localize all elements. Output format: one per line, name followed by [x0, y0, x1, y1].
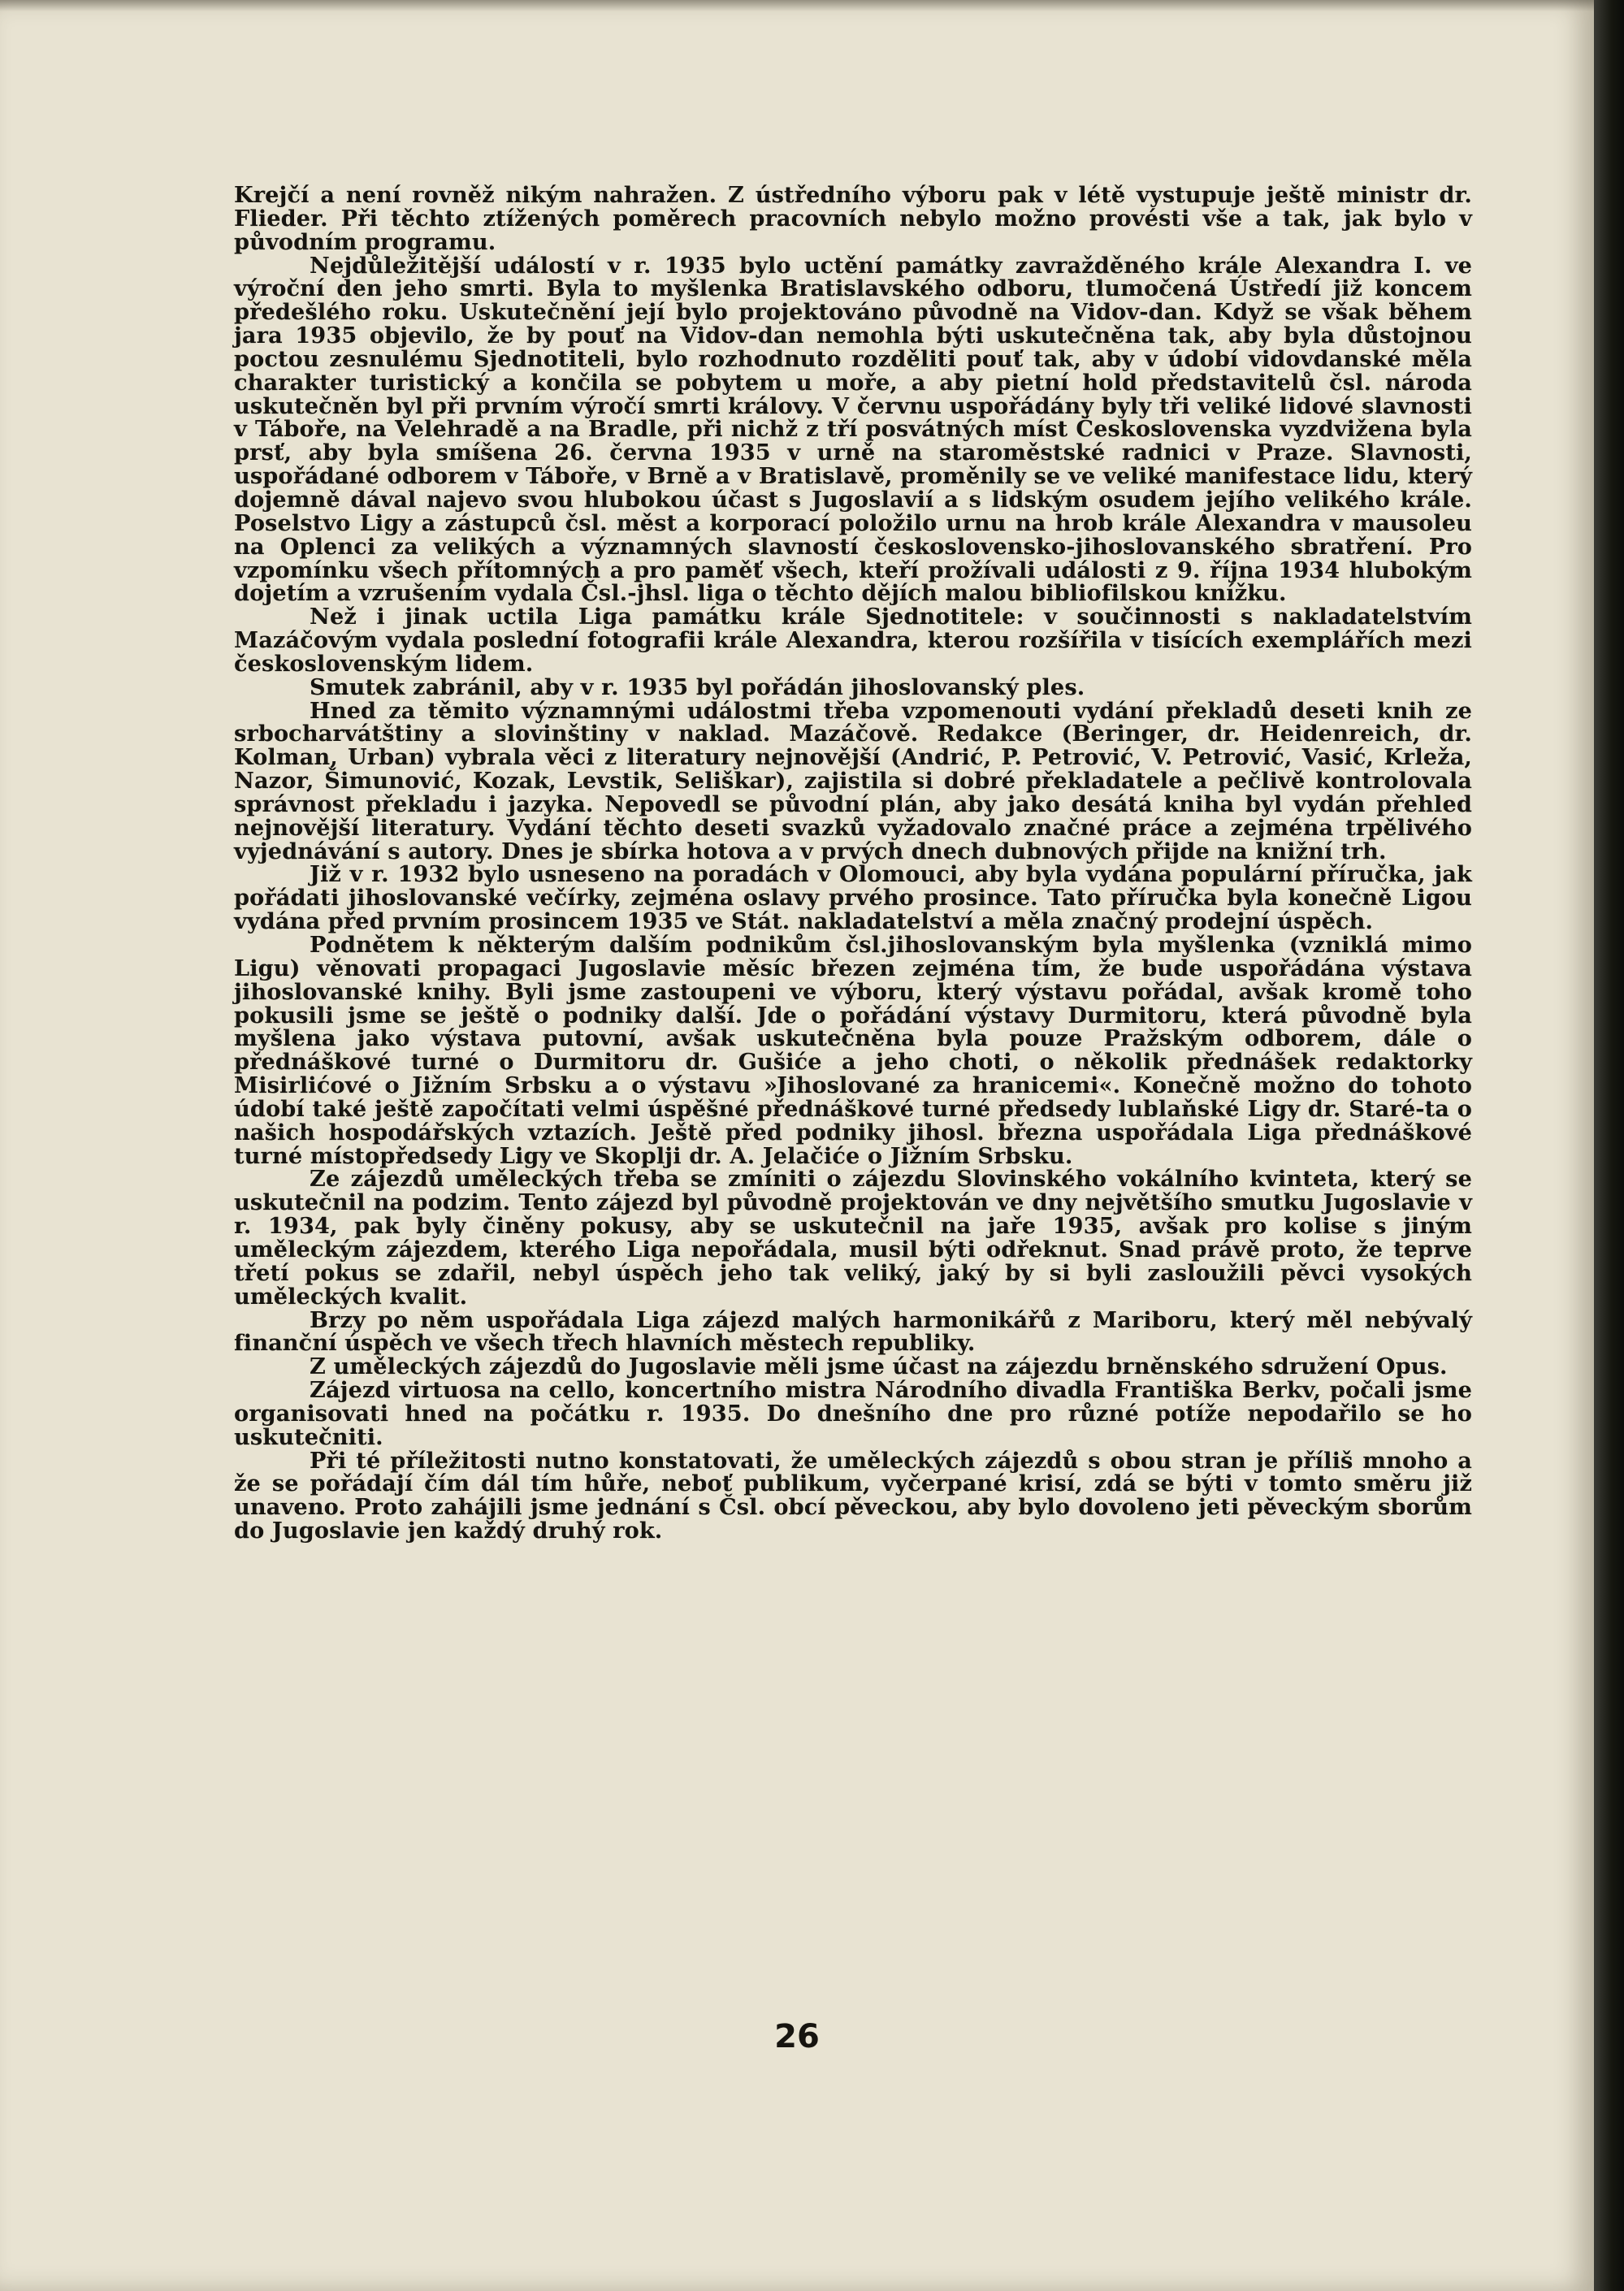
paragraph-9: Brzy po něm uspořádala Liga zájezd malých harmonikářů z Mariboru, který měl nebývalý finanční úspěch ve všech třech hlavních městech republiky. [234, 1306, 1472, 1357]
page-number: 26 [774, 2018, 820, 2055]
paragraph-3: Než i jinak uctila Liga památku krále Sjednotitele: v součinnosti s nakladatelstvím Mazáčovým vydala poslední fotografii krále Alexandra, kterou rozšířila v tisících exemplářích mezi československým lidem. [234, 604, 1472, 677]
paragraph-5: Hned za těmito významnými událostmi třeba vzpomenouti vydání překladů deseti knih ze srbocharvátštiny a slovinštiny v naklad. Mazáčově. Redakce (Beringer, dr. Heidenreich, dr. Kolman, Urban) vybrala věci z literatury nejnovější (Andrić, P. Petrović, V. Petrović, Vasić, Krleža, Nazor, Šimunović, Kozak, Levstik, Seliškar), zajistila si dobré překladatele a pečlivě kontrolovala správnost překladu i jazyka. Nepovedl se původní plán, aby jako desátá kniha byl vydán přehled nejnovější literatury. Vydání těchto deseti svazků vyžadovalo značné práce a zejména trpělivého vyjednávání s autory. Dnes je sbírka hotova a v prvých dnech dubnových přijde na knižní trh. [234, 697, 1472, 864]
paragraph-11: Zájezd virtuosa na cello, koncertního mistra Národního divadla Františka Berkv, počali jsme organisovati hned na počátku r. 1935. Do dnešního dne pro různé potíže nepodařilo se ho uskutečniti. [234, 1377, 1472, 1450]
book-spine-edge [1594, 0, 1624, 2291]
paragraph-1: Krejčí a není rovněž nikým nahražen. Z ústředního výboru pak v létě vystupuje ještě ministr dr. Flieder. Při těchto ztížených poměrech pracovních nebylo možno provésti vše a tak, jak bylo v původním programu. [234, 182, 1472, 255]
paragraph-2: Nejdůležitější událostí v r. 1935 bylo uctění památky zavražděného krále Alexandra I. ve výroční den jeho smrti. Byla to myšlenka Bratislavského odboru, tlumočená Ústředí již koncem předešlého roku. Uskutečnění její bylo projektováno původně na Vidov-dan. Když se však během jara 1935 objevilo, že by pouť na Vidov-dan nemohla býti uskutečněna tak, aby byla důstojnou poctou zesnulému Sjednotiteli, bylo rozhodnuto rozděliti pouť tak, aby v údobí vidovdanské měla charakter turistický a končila se pobytem u moře, a aby pietní hold představitelů čsl. národa uskutečněn byl při prvním výročí smrti královy. V červnu uspořádány byly tři veliké lidové slavnosti v Táboře, na Velehradě a na Bradle, při nichž z tří posvátných míst Československa vyzdvižena byla prsť, aby byla smíšena 26. června 1935 v urně na staroměstské radnici v Praze. Slavnosti, uspořádané odborem v Táboře, v Brně a v Bratislavě, proměnily se ve veliké manifestace lidu, který dojemně dával najevo svou hlubokou účast s Jugoslavií a s lidským osudem jejího velikého krále. Poselstvo Ligy a zástupců čsl. měst a korporací položilo urnu na hrob krále Alexandra v mausoleu na Oplenci za velikých a významných slavností československo-jihoslovanského sbratření. Pro vzpomínku všech přítomných a pro paměť všech, kteří prožívali události z 9. října 1934 hlubokým dojetím a vzrušením vydala Čsl.-jhsl. liga o těchto dějích malou bibliofilskou knížku. [234, 252, 1472, 607]
paragraph-4: Smutek zabránil, aby v r. 1935 byl pořádán jihoslovanský ples. [310, 673, 1085, 700]
page-top-shadow [0, 0, 1594, 11]
paragraph-12: Při té příležitosti nutno konstatovati, že uměleckých zájezdů s obou stran je příliš mnoho a že se pořádají čím dál tím hůře, neboť publikum, vyčerpané krisí, zdá se býti v tomto směru již unaveno. Proto zahájili jsme jednání s Čsl. obcí pěveckou, aby bylo dovoleno jeti pěveckým sborům do Jugoslavie jen každý druhý rok. [234, 1447, 1472, 1544]
body-text [234, 184, 1472, 1543]
paragraph-8: Ze zájezdů uměleckých třeba se zmíniti o zájezdu Slovinského vokálního kvinteta, který se uskutečnil na podzim. Tento zájezd byl původně projektován ve dny největšího smutku Jugoslavie v r. 1934, pak byly činěny pokusy, aby se uskutečnil na jaře 1935, avšak pro kolise s jiným uměleckým zájezdem, kterého Liga nepořádala, musil býti odřeknut. Snad právě proto, že teprve třetí pokus se zdařil, nebyl úspěch jeho tak veliký, jaký by si byli zasloužili pěvci vysokých uměleckých kvalit. [234, 1166, 1472, 1310]
paragraph-6: Již v r. 1932 bylo usneseno na poradách v Olomouci, aby byla vydána populární příručka, jak pořádati jihoslovanské večírky, zejména oslavy prvého prosince. Tato příručka byla konečně Ligou vydána před prvním prosincem 1935 ve Stát. nakladatelství a měla značný prodejní úspěch. [234, 861, 1472, 935]
paragraph-7: Podnětem k některým dalším podnikům čsl.jihoslovanským byla myšlenka (vzniklá mimo Ligu) věnovati propagaci Jugoslavie měsíc březen zejména tím, že bude uspořádána výstava jihoslovanské knihy. Byli jsme zastoupeni ve výboru, který výstavu pořádal, avšak kromě toho pokusili jsme se ještě o podniky další. Jde o pořádání výstavy Durmitoru, která původně byla myšlena jako výstava putovní, avšak uskutečněna byla pouze Pražským odborem, dále o přednáškové turné o Durmitoru dr. Gušiće a jeho choti, o několik přednášek redaktorky Misirlićové o Jižním Srbsku a o výstavu »Jihoslované za hranicemi«. Konečně možno do tohoto údobí také ještě započítati velmi úspěšné přednáškové turné předsedy lublaňské Ligy dr. Staré-ta o našich hospodářských vztazích. Ještě před podniky jihosl. března uspořádala Liga přednáškové turné místopředsedy Ligy ve Skoplji dr. A. Jelačiće o Jižním Srbsku. [234, 932, 1472, 1169]
paragraph-10: Z uměleckých zájezdů do Jugoslavie měli jsme účast na zájezdu brněnského sdružení Opus. [310, 1353, 1448, 1380]
